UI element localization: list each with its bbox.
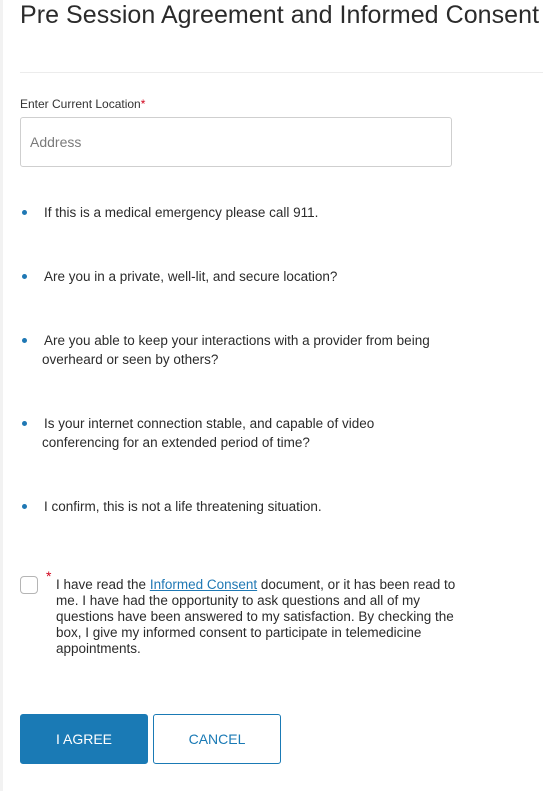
- agree-button[interactable]: I AGREE: [20, 714, 148, 764]
- checklist-item-privacy: [20, 331, 490, 369]
- bullet-dot-icon: [22, 421, 27, 426]
- checklist-item-text: I confirm, this is not a life threatening situation.: [44, 499, 322, 514]
- page-title: Pre Session Agreement and Informed Consent: [20, 1, 540, 29]
- location-required-mark: *: [140, 97, 146, 111]
- location-label: [20, 97, 145, 111]
- location-label-text: Enter Current Location: [20, 97, 141, 111]
- checklist-item-internet: [20, 414, 490, 452]
- address-input[interactable]: [20, 117, 452, 167]
- checklist-item-text: Are you in a private, well-lit, and secure location?: [44, 269, 338, 284]
- title-divider: [20, 72, 543, 73]
- checklist-item-text: If this is a medical emergency please call 911.: [44, 205, 319, 220]
- checklist-item-text: Are you able to keep your interactions with a provider from being overheard or seen by others?: [42, 333, 430, 367]
- consent-required-mark: *: [46, 568, 52, 584]
- checklist-item-emergency: [20, 203, 490, 222]
- cancel-button[interactable]: CANCEL: [153, 714, 281, 764]
- checklist-item-confirm: [20, 497, 490, 516]
- consent-text-after: document, or it has been read to me. I have had the opportunity to ask questions and all of my questions have been answered to my satisfaction. By checking the box, I give my informed consent to participate in telemedicine appointments.: [56, 577, 456, 656]
- informed-consent-link[interactable]: Informed Consent: [149, 577, 258, 592]
- bullet-dot-icon: [22, 210, 27, 215]
- checklist-item-text: Is your internet connection stable, and capable of video conferencing for an extended period of time?: [42, 416, 375, 450]
- consent-text-before: I have read the: [56, 577, 150, 592]
- checklist-item-location: [20, 267, 490, 286]
- bullet-dot-icon: [22, 338, 27, 343]
- bullet-dot-icon: [22, 504, 27, 509]
- left-edge-rule: [0, 0, 3, 791]
- consent-text: [56, 577, 456, 657]
- bullet-dot-icon: [22, 274, 27, 279]
- consent-checkbox[interactable]: [20, 576, 38, 594]
